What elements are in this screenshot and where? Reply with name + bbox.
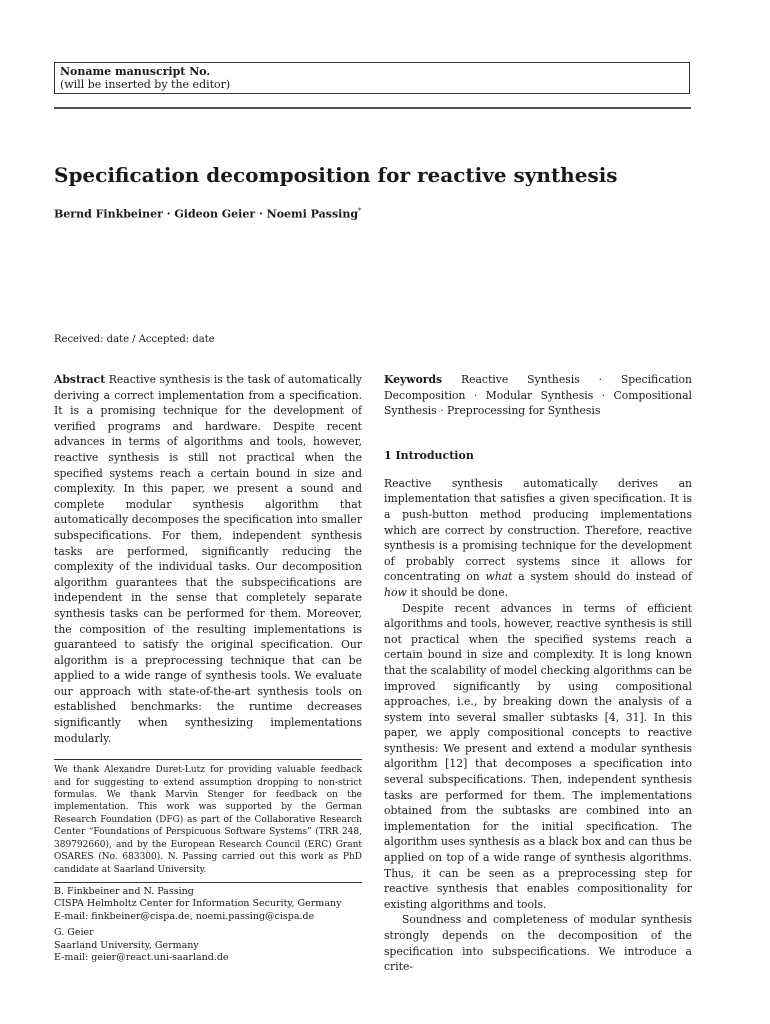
intro-text: a system should do instead of bbox=[512, 570, 692, 584]
author-list bbox=[54, 207, 362, 221]
author-names: Bernd Finkbeiner · Gideon Geier · Noemi Passing bbox=[54, 207, 359, 221]
corresponding-author-mark: * bbox=[358, 207, 362, 215]
left-column bbox=[54, 372, 362, 969]
affiliation-names: G. Geier bbox=[54, 927, 94, 939]
intro-text: Reactive synthesis automatically derives an implementation that satisfies a given specification. It is a push-button method producing implementations which are correct by construction. Therefore, reactive synthesis is a promising technique for the development of probably correct systems since it allows for concentrating on bbox=[384, 476, 692, 584]
affiliation-block bbox=[54, 886, 362, 924]
abstract bbox=[54, 372, 362, 746]
emphasis-how: how bbox=[384, 585, 407, 599]
emphasis-what: what bbox=[485, 570, 513, 584]
affiliation-block bbox=[54, 927, 362, 965]
editor-insert-note: (will be inserted by the editor) bbox=[60, 78, 231, 91]
abstract-text: Reactive synthesis is the task of automatically deriving a correct implementation from a specification. It is a promising technique for the development of verified programs and hardware. Despite recent advances in terms of algorithms and tools, however, reactive synthesis is still not practical when the specified systems reach a certain bound in size and complexity. In this paper, we present a sound and complete modular synthesis algorithm that automatically decomposes the specification into smaller subspecifications. For them, independent synthesis tasks are performed, significantly reducing the complexity of the individual tasks. Our decomposition algorithm guarantees that the subspecifications are independent in the sense that completely separate synthesis tasks can be performed for them. Moreover, the composition of the resulting implementations is guaranteed to satisfy the original specification. Our algorithm is a preprocessing technique that can be applied to a wide range of synthesis tools. We evaluate our approach with state-of-the-art synthesis tools on established benchmarks: the runtime decreases significantly when synthesizing implementations modularly. bbox=[54, 373, 363, 745]
right-column bbox=[384, 372, 692, 975]
received-accepted-dates: Received: date / Accepted: date bbox=[54, 334, 215, 345]
affiliation-email: E-mail: geier@react.uni-saarland.de bbox=[54, 952, 229, 964]
keywords bbox=[384, 372, 692, 419]
intro-paragraph: Despite recent advances in terms of efficient algorithms and tools, however, reactive synthesis is still not practical when the specified systems reach a certain bound in size and complexity. It is long known that the scalability of model checking algorithms can be improved significantly by using compositional approaches, i.e., by breaking down the analysis of a system into several smaller subtasks [4, 31]. In this paper, we apply compositional concepts to reactive synthesis: We present and extend a modular synthesis algorithm [12] that decomposes a specification into several subspecifications. Then, independent synthesis tasks are performed for them. The implementations obtained from the subtasks are combined into an implementation for the initial specification. The algorithm uses synthesis as a black box and can thus be applied on top of a wide range of synthesis algorithms. Thus, it can be seen as a preprocessing step for reactive synthesis that enables compositionality for existing algorithms and tools. bbox=[384, 601, 692, 911]
acknowledgement-footnote: We thank Alexandre Duret-Lutz for providing valuable feedback and for suggesting to extend assumption dropping to non-strict formulas. We thank Marvin Stenger for feedback on the implementation. This work was supported by the German Research Foundation (DFG) as part of the Collaborative Research Center “Foundations of Perspicuous Software Systems” (TRR 248, 389792660), and by the European Research Council (ERC) Grant OSARES (No. 683300). N. Passing carried out this work as PhD candidate at Saarland University. bbox=[54, 765, 362, 875]
intro-paragraph: Soundness and completeness of modular synthesis strongly depends on the decomposition of the specification into subspecifications. We introduce a crite- bbox=[384, 913, 692, 974]
header-rule bbox=[54, 107, 691, 109]
intro-paragraph bbox=[384, 476, 692, 601]
affiliation-institution: Saarland University, Germany bbox=[54, 939, 199, 951]
keywords-label: Keywords bbox=[384, 373, 443, 386]
editor-note-box bbox=[54, 62, 690, 94]
footnote-rule bbox=[54, 759, 362, 760]
affiliation-rule bbox=[54, 882, 362, 883]
affiliation-institution: CISPA Helmholtz Center for Information Security, Germany bbox=[54, 898, 342, 910]
paper-title: Specification decomposition for reactive synthesis bbox=[54, 163, 618, 187]
affiliation-names: B. Finkbeiner and N. Passing bbox=[54, 885, 194, 897]
manuscript-number: Noname manuscript No. bbox=[60, 65, 211, 78]
affiliation-email: E-mail: finkbeiner@cispa.de, noemi.passing@cispa.de bbox=[54, 910, 315, 922]
intro-text: it should be done. bbox=[406, 585, 509, 599]
section-heading-introduction: 1 Introduction bbox=[384, 448, 474, 462]
keywords-text: Reactive Synthesis · Specification Decomposition · Modular Synthesis · Compositional Synthesis · Preprocessing for Synthesis bbox=[384, 373, 692, 418]
abstract-label: Abstract bbox=[54, 373, 106, 386]
